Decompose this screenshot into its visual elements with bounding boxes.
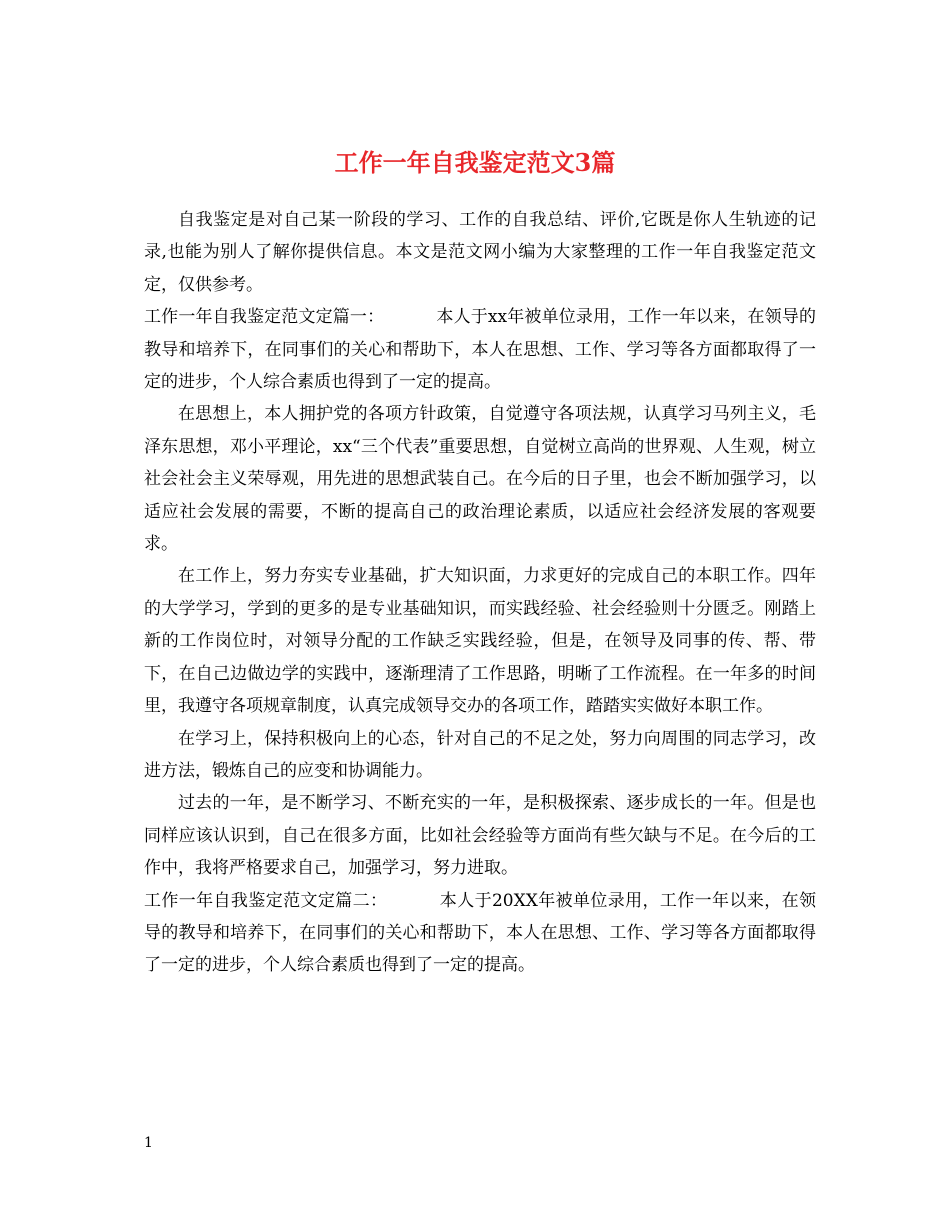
section-1-heading: 工作一年自我鉴定范文定篇一： — [144, 307, 385, 328]
page-number: 1 — [144, 1135, 153, 1151]
section-1-opening: 本人于xx年被单位录用，工作一年以来，在领导的教导和培养下，在同事们的关心和帮助下，本人在思想、工作、学习等各方面都取得了一定的进步，个人综合素质也得到了一定的提高。 — [144, 307, 816, 393]
section-2-opening: 本人于20XX年被单位录用，工作一年以来，在领导的教导和培养下，在同事们的关心和帮助下，本人在思想、工作、学习等各方面都取得了一定的进步，个人综合素质也得到了一定的提高。 — [144, 890, 816, 976]
section-2-heading: 工作一年自我鉴定范文定篇二： — [144, 890, 388, 911]
section-1-paragraph — [144, 301, 816, 398]
document-title: 工作一年自我鉴定范文3篇 — [334, 148, 616, 178]
intro-paragraph: 自我鉴定是对自己某一阶段的学习、工作的自我总结、评价,它既是你人生轨迹的记录,也能为别人了解你提供信息。本文是范文网小编为大家整理的工作一年自我鉴定范文定，仅供参考。 — [144, 210, 816, 295]
section-1-study-paragraph: 在学习上，保持积极向上的心态，针对自己的不足之处，努力向周围的同志学习，改进方法，锻炼自己的应变和协调能力。 — [144, 728, 816, 781]
document-body — [144, 204, 816, 982]
section-1-summary-paragraph: 过去的一年，是不断学习、不断充实的一年，是积极探索、逐步成长的一年。但是也同样应该认识到，自己在很多方面，比如社会经验等方面尚有些欠缺与不足。在今后的工作中，我将严格要求自己，加强学习，努力进取。 — [144, 793, 816, 879]
section-2-paragraph — [144, 885, 816, 982]
section-1-thought-paragraph: 在思想上，本人拥护党的各项方针政策，自觉遵守各项法规，认真学习马列主义，毛泽东思想，邓小平理论，xx“三个代表”重要思想，自觉树立高尚的世界观、人生观，树立社会社会主义荣辱观，用先进的思想武装自己。在今后的日子里，也会不断加强学习，以适应社会发展的需要，不断的提高自己的政治理论素质，以适应社会经济发展的客观要求。 — [144, 404, 816, 555]
section-1-work-paragraph: 在工作上，努力夯实专业基础，扩大知识面，力求更好的完成自己的本职工作。四年的大学学习，学到的更多的是专业基础知识，而实践经验、社会经验则十分匮乏。刚踏上新的工作岗位时，对领导分配的工作缺乏实践经验，但是，在领导及同事的传、帮、带下，在自己边做边学的实践中，逐渐理清了工作思路，明晰了工作流程。在一年多的时间里，我遵守各项规章制度，认真完成领导交办的各项工作，踏踏实实做好本职工作。 — [144, 566, 816, 717]
